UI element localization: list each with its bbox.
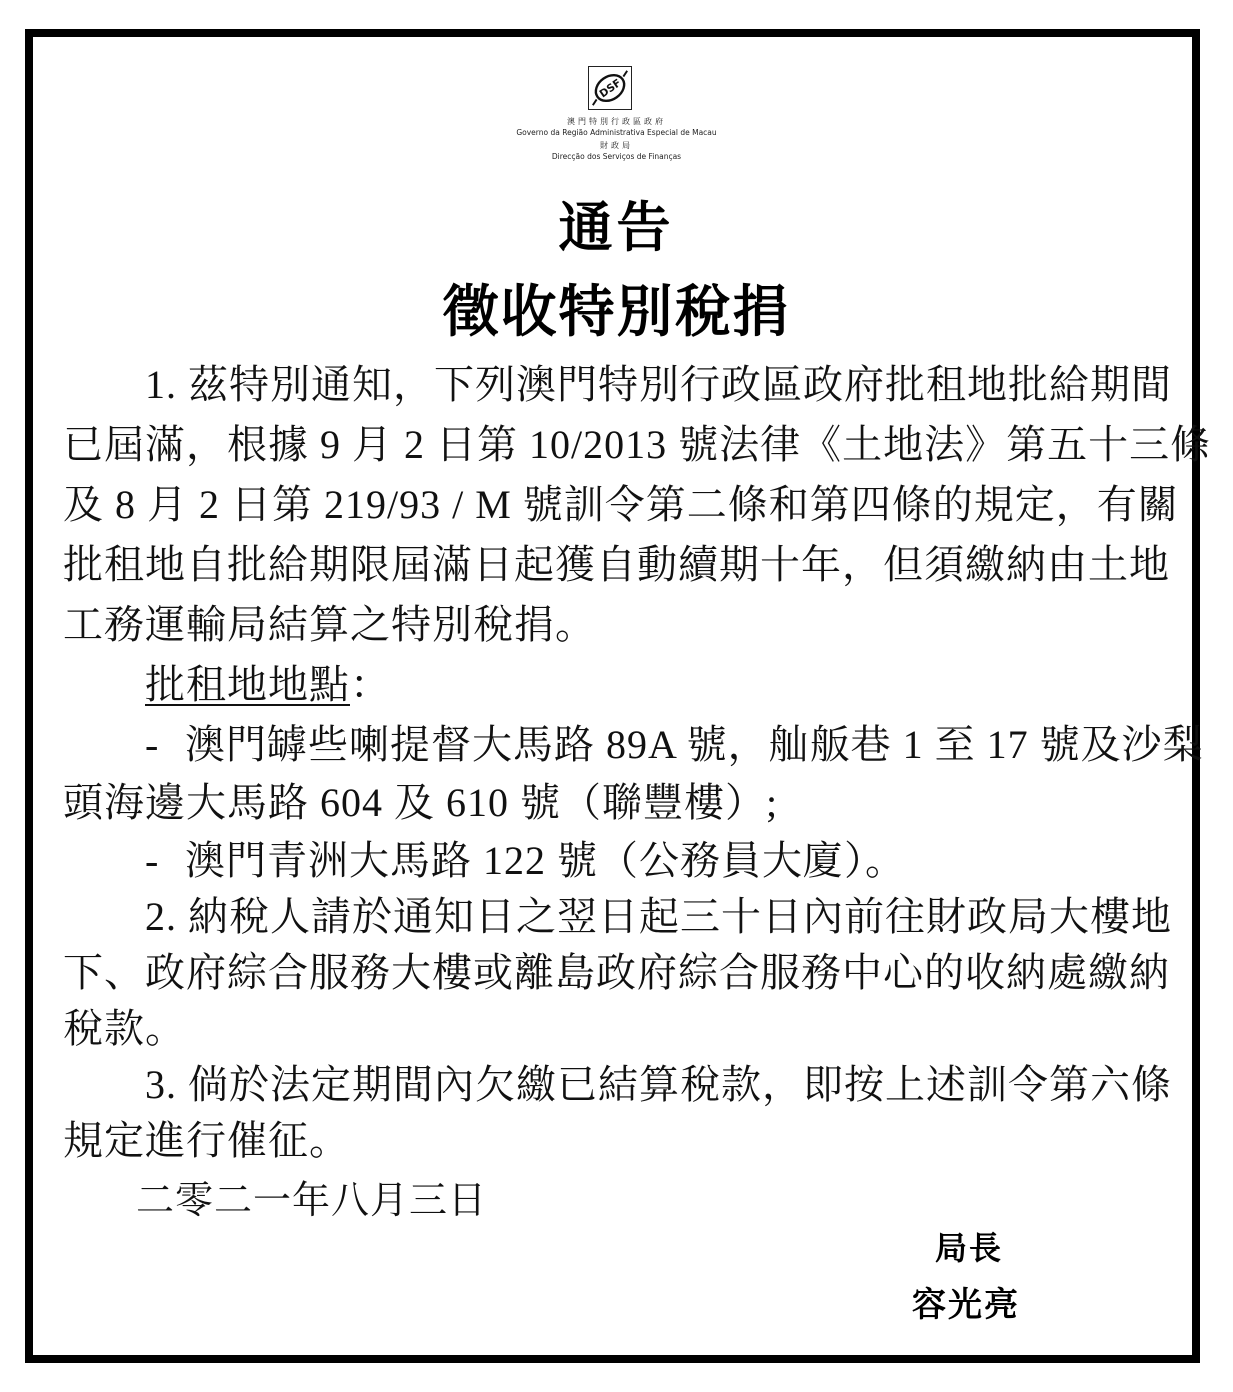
paragraph-1-line: 工務運輸局結算之特別稅捐。 (63, 602, 596, 647)
location-text: 澳門青洲大馬路 122 號（公務員大廈）。 (185, 838, 906, 883)
location-item (63, 836, 1168, 886)
notice-date: 二零二一年八月三日 (136, 1180, 488, 1222)
signatory-title: 局長 (935, 1229, 1004, 1267)
paragraph-3-line: 3. 倘於法定期間內欠繳已結算稅款，即按上述訓令第六條 (145, 1062, 1172, 1107)
paragraph-1-line: 及 8 月 2 日第 219/93 / M 號訓令第二條和第四條的規定，有關 (63, 482, 1179, 527)
paragraph-1-line: 1. 茲特別通知，下列澳門特別行政區政府批租地批給期間 (145, 362, 1172, 407)
location-text: 澳門罅些喇提督大馬路 89A 號，舢舨巷 1 至 17 號及沙梨 (185, 722, 1204, 767)
svg-text:DSF: DSF (597, 77, 624, 101)
dept-name-chinese: 財政局 (600, 141, 633, 150)
org-name-portuguese: Governo da Região Administrativa Especial de Macau (516, 128, 717, 137)
notice-subtitle: 徵收特別稅捐 (442, 280, 791, 345)
dsf-logo-icon (588, 66, 632, 110)
paragraph-1-line: 批租地自批給期限屆滿日起獲自動續期十年，但須繳納由土地 (63, 542, 1170, 587)
dsf-emblem-icon (589, 67, 631, 109)
paragraph-2-line: 下、政府綜合服務大樓或離島政府綜合服務中心的收納處繳納 (63, 950, 1170, 995)
paragraph-2-line: 稅款。 (63, 1006, 186, 1051)
bullet-dash-icon: - (145, 722, 160, 767)
signatory-name: 容光亮 (912, 1285, 1020, 1325)
org-name-chinese: 澳門特別行政區政府 (567, 117, 666, 126)
location-item (63, 720, 1204, 770)
location-item-continuation: 頭海邊大馬路 604 及 610 號（聯豐樓）; (63, 780, 779, 825)
dept-name-portuguese: Direcção dos Serviços de Finanças (551, 152, 682, 161)
bullet-dash-icon: - (145, 838, 160, 883)
locations-heading-colon: ： (350, 662, 391, 707)
locations-heading (63, 660, 1168, 710)
notice-title: 通告 (558, 196, 675, 259)
paragraph-3-line: 規定進行催征。 (63, 1118, 350, 1163)
locations-heading-text: 批租地地點 (145, 662, 350, 707)
paragraph-2-line: 2. 納稅人請於通知日之翌日起三十日內前往財政局大樓地 (145, 894, 1172, 939)
paragraph-1-line: 已屆滿，根據 9 月 2 日第 10/2013 號法律《土地法》第五十三條 (63, 422, 1212, 467)
